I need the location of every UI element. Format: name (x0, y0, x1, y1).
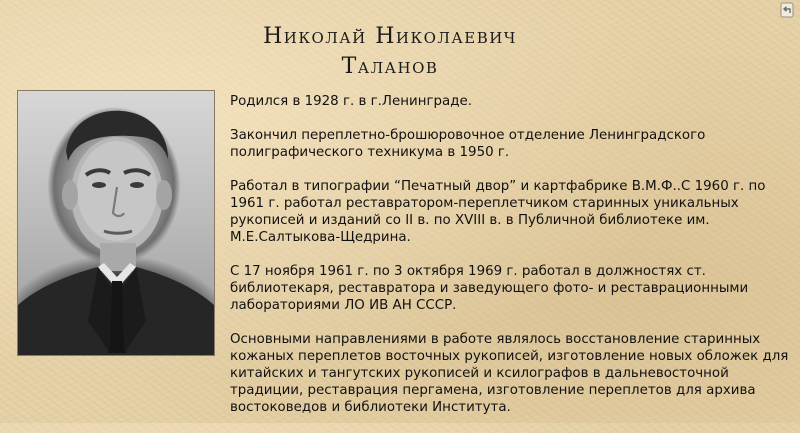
page-title (230, 22, 550, 82)
bio-paragraph-work-directions: Основными направлениями в работе являлось восстановление старинных кожаных переплетов восточных рукописей, изготовление новых обложек для китайских и тангутских рукописей и ксилографов в дальневосточной традиции, реставрация пергамена, изготовление переплетов для архива востоковедов и библиотеки Института. (230, 332, 789, 415)
bio-paragraph-birth: Родился в 1928 г. в г.Ленинграде. (230, 94, 472, 109)
return-arrow-icon-graphic (780, 2, 794, 18)
name-first-line: Николай Николаевич (263, 24, 517, 49)
bio-paragraph-education: Закончил переплетно-брошюровочное отделение Ленинградского полиграфического техникума в 1950 г. (230, 128, 706, 160)
portrait-photo (17, 90, 215, 356)
portrait-graphic (18, 91, 214, 355)
biography-text (230, 93, 790, 433)
name-surname: Таланов (341, 54, 439, 79)
bio-paragraph-institute-career: С 17 ноября 1961 г. по 3 октября 1969 г. работал в должностях ст. библиотекаря, реставратора и заведующего фото- и реставрационными лабораториями ЛО ИВ АН СССР. (230, 264, 749, 313)
return-arrow-icon[interactable] (780, 2, 794, 18)
bio-paragraph-early-career: Работал в типографии “Печатный двор” и картфабрике В.М.Ф..С 1960 г. по 1961 г. работал реставратором-переплетчиком старинных уникальных рукописей и изданий со II в. по XVIII в. в Публичной библиотеке им. М.Е.Салтыкова-Щедрина. (230, 179, 766, 245)
